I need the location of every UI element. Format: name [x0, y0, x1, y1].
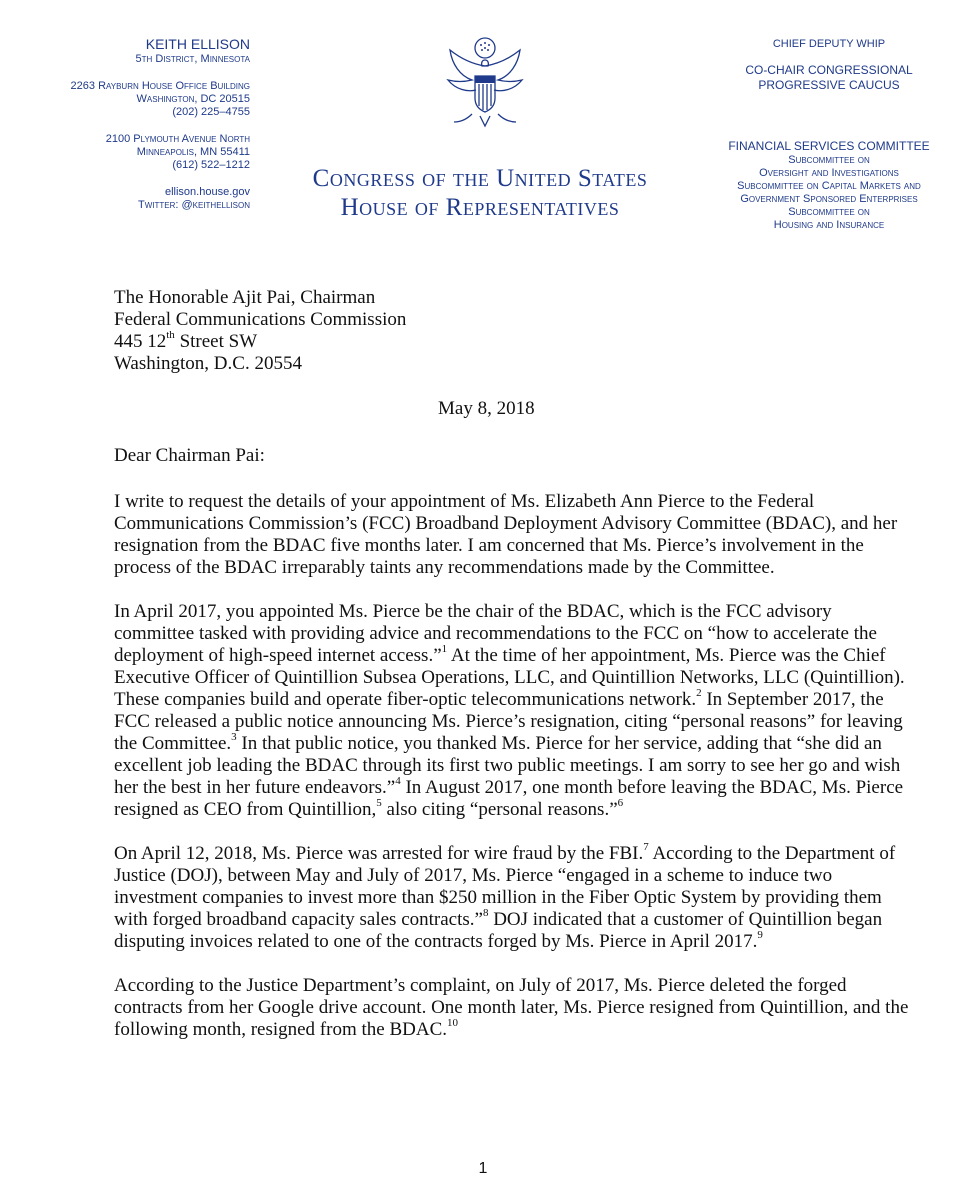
- subcommittee-1-line-2: Oversight and Investigations: [759, 167, 899, 179]
- letterhead-line-1: Congress of the United States: [312, 165, 648, 192]
- member-district: 5th District, Minnesota: [135, 53, 250, 65]
- paragraph-4: According to the Justice Department’s complaint, on July of 2017, Ms. Pierce deleted the forged contracts from her Google drive account. One month later, Ms. Pierce resigned from Quintillion, and the following month, resigned from the BDAC.$^{10}$: [114, 975, 909, 1040]
- recipient-line-2: Federal Communications Commission: [114, 309, 407, 330]
- member-website: ellison.house.gov: [164, 186, 250, 198]
- member-twitter: Twitter: @keithellison: [137, 199, 250, 211]
- member-name: KEITH ELLISON: [145, 36, 250, 52]
- letterhead-line-2: House of Representatives: [340, 194, 620, 221]
- paragraph-3: On April 12, 2018, Ms. Pierce was arrested for wire fraud by the FBI.$^7$ According to the Department of Justice (DOJ), between May and July of 2017, Ms. Pierce “engaged in a scheme to induce two investment companies to invest more than $250 million in the Fiber Optic System by providing them with forged broadband capacity sales contracts.”$^8$ DOJ indicated that a customer of Quintillion began disputing invoices related to one of the contracts forged by Ms. Pierce in April 2017.$^9$: [114, 840, 896, 952]
- subcommittee-3-line-1: Subcommittee on: [788, 206, 870, 218]
- page-number: 1: [478, 1160, 488, 1177]
- paragraph-1: I write to request the details of your appointment of Ms. Elizabeth Ann Pierce to the Federal Communications Commission’s (FCC) Broadband Deployment Advisory Committee (BDAC), and her resignation from the BDAC five months later. I am concerned that Ms. Pierce’s involvement in the process of the BDAC irreparably taints any recommendations made by the Committee.: [114, 491, 898, 578]
- letterhead-title: [260, 164, 700, 222]
- mn-office-phone: (612) 522–1212: [172, 159, 250, 171]
- eagle-seal-icon: [442, 36, 528, 130]
- dc-office-line-2: Washington, DC 20515: [136, 93, 250, 105]
- role-caucus-line-1: CO-CHAIR CONGRESSIONAL: [745, 63, 913, 77]
- mn-office-line-1: 2100 Plymouth Avenue North: [105, 133, 250, 145]
- role-committee: FINANCIAL SERVICES COMMITTEE: [728, 139, 930, 153]
- letter-body: [114, 491, 914, 1063]
- letter-date: May 8, 2018: [438, 398, 535, 419]
- role-whip: CHIEF DEPUTY WHIP: [772, 38, 886, 50]
- dc-office-phone: (202) 225–4755: [172, 106, 250, 118]
- member-info: [40, 36, 250, 212]
- recipient-line-1: The Honorable Ajit Pai, Chairman: [114, 287, 376, 308]
- salutation: Dear Chairman Pai:: [114, 445, 265, 466]
- member-roles: [726, 38, 932, 232]
- mn-office-line-2: Minneapolis, MN 55411: [136, 146, 250, 158]
- recipient-address: [114, 287, 406, 375]
- recipient-line-4: Washington, D.C. 20554: [114, 353, 302, 374]
- paragraph-2: In April 2017, you appointed Ms. Pierce be the chair of the BDAC, which is the FCC advisory committee tasked with providing advice and recommendations to the FCC on “how to accelerate the deployment of high-speed internet access.”$^1$ At the time of her appointment, Ms. Pierce was the Chief Executive Officer of Quintillion Subsea Operations, LLC, and Quintillion Networks, LLC (Quintillion). These companies build and operate fiber-optic telecommunications network.$^2$ In September 2017, the FCC released a public notice announcing Ms. Pierce’s resignation, citing “personal reasons” for leaving the Committee.$^3$ In that public notice, you thanked Ms. Pierce for her service, adding that “she did an excellent job leading the BDAC through its first two public meetings. I am sorry to see her go and wish her the best in her future endeavors.”$^4$ In August 2017, one month before leaving the BDAC, Ms. Pierce resigned as CEO from Quintillion,$^5$ also citing “personal reasons.”$^6$: [114, 601, 905, 820]
- subcommittee-1-line-1: Subcommittee on: [788, 154, 870, 166]
- role-caucus-line-2: PROGRESSIVE CAUCUS: [758, 78, 900, 92]
- subcommittee-3-line-2: Housing and Insurance: [773, 219, 885, 231]
- recipient-street: 445 12th Street SW: [114, 328, 258, 352]
- subcommittee-2-line-2: Government Sponsored Enterprises: [740, 193, 918, 205]
- subcommittee-2-line-1: Subcommittee on Capital Markets and: [737, 180, 921, 192]
- dc-office-line-1: 2263 Rayburn House Office Building: [70, 80, 250, 92]
